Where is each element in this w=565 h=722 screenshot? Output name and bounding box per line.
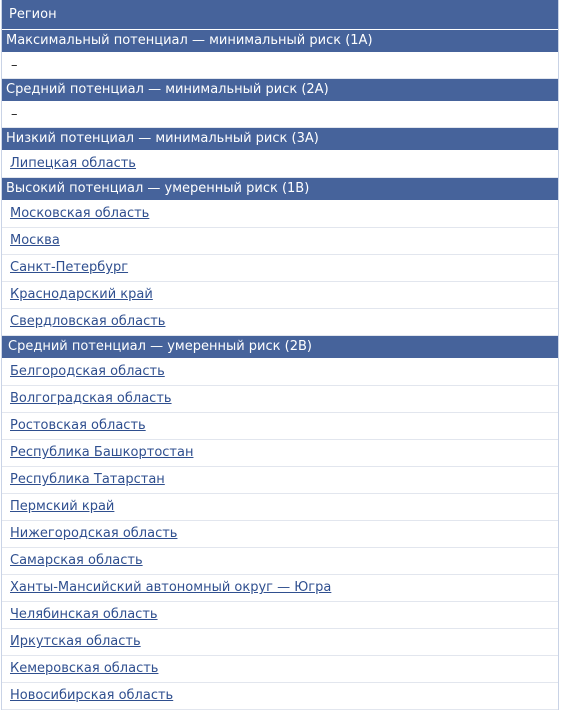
table-row — [2, 201, 558, 228]
section-header-2a: Средний потенциал — минимальный риск (2A) — [2, 79, 558, 102]
section-header-1b: Высокий потенциал — умеренный риск (1B) — [2, 178, 558, 201]
region-link-nizhny-novgorod[interactable]: Нижегородская область — [10, 526, 178, 541]
region-link-rostov[interactable]: Ростовская область — [10, 418, 146, 433]
region-link-krasnodar[interactable]: Краснодарский край — [10, 287, 153, 302]
table-row — [2, 151, 558, 178]
table-row — [2, 467, 558, 494]
table-row — [2, 228, 558, 255]
table-row — [2, 309, 558, 336]
region-link-sverdlovsk[interactable]: Свердловская область — [10, 314, 166, 329]
region-link-kemerovo[interactable]: Кемеровская область — [10, 661, 159, 676]
table-row — [2, 255, 558, 282]
table-row-empty: – — [2, 53, 558, 79]
region-link-moscow[interactable]: Москва — [10, 233, 60, 248]
table-row — [2, 548, 558, 575]
section-header-2b: Средний потенциал — умеренный риск (2B) — [2, 336, 558, 359]
region-link-novosibirsk[interactable]: Новосибирская область — [10, 688, 174, 703]
table-row — [2, 575, 558, 602]
table-row — [2, 602, 558, 629]
region-link-irkutsk[interactable]: Иркутская область — [10, 634, 141, 649]
table-row-empty: – — [2, 102, 558, 128]
region-link-moscow-oblast[interactable]: Московская область — [10, 206, 150, 221]
table-row — [2, 629, 558, 656]
table-row — [2, 440, 558, 467]
region-link-lipetsk[interactable]: Липецкая область — [10, 156, 136, 171]
region-link-saint-petersburg[interactable]: Санкт-Петербург — [10, 260, 129, 275]
table-row — [2, 386, 558, 413]
table-row — [2, 683, 558, 710]
region-link-samara[interactable]: Самарская область — [10, 553, 143, 568]
table-row — [2, 521, 558, 548]
table-row — [2, 656, 558, 683]
column-header-region: Регион — [2, 0, 558, 30]
region-table — [1, 0, 559, 710]
section-header-3a: Низкий потенциал — минимальный риск (3A) — [2, 128, 558, 151]
table-row — [2, 282, 558, 309]
region-link-perm[interactable]: Пермский край — [10, 499, 115, 514]
region-link-bashkortostan[interactable]: Республика Башкортостан — [10, 445, 194, 460]
region-link-khanty-mansi[interactable]: Ханты-Мансийский автономный округ — Югра — [10, 580, 332, 595]
table-row — [2, 494, 558, 521]
section-header-1a: Максимальный потенциал — минимальный риск (1A) — [2, 30, 558, 53]
region-link-belgorod[interactable]: Белгородская область — [10, 364, 165, 379]
region-link-tatarstan[interactable]: Республика Татарстан — [10, 472, 165, 487]
table-row — [2, 359, 558, 386]
region-link-chelyabinsk[interactable]: Челябинская область — [10, 607, 158, 622]
region-link-volgograd[interactable]: Волгоградская область — [10, 391, 172, 406]
table-row — [2, 413, 558, 440]
